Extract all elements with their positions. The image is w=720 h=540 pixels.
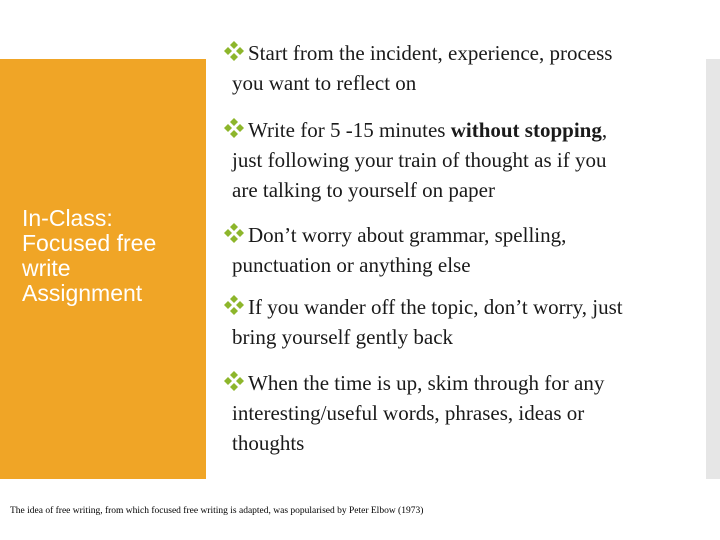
four-diamond-bullet-icon <box>224 118 244 138</box>
bullet-text: When the time is up, skim through for any <box>248 371 605 395</box>
bullet-item <box>224 115 607 205</box>
bullet-text: thoughts <box>232 431 305 455</box>
title-line: Assignment <box>22 280 143 306</box>
bullet-text: Don’t worry about grammar, spelling, <box>248 223 567 247</box>
bullet-text: , <box>601 118 608 142</box>
title-line: Focused free <box>22 230 157 256</box>
bullet-item <box>224 220 566 280</box>
footnote: The idea of free writing, from which focused free writing is adapted, was popularised by Peter Elbow (1973) <box>10 506 424 516</box>
bullet-text: are talking to yourself on paper <box>232 178 495 202</box>
bullet-text: Start from the incident, experience, process <box>248 41 613 65</box>
four-diamond-bullet-icon <box>224 295 244 315</box>
four-diamond-bullet-icon <box>224 223 244 243</box>
bullet-text: interesting/useful words, phrases, ideas or <box>232 401 585 425</box>
bullet-text: Write for 5 -15 minutes <box>248 118 451 142</box>
bullet-text: If you wander off the topic, don’t worry, just <box>248 295 623 319</box>
bullet-text: punctuation or anything else <box>232 253 471 277</box>
bullet-text: you want to reflect on <box>232 71 417 95</box>
title-line: In-Class: <box>22 205 113 231</box>
bullet-item <box>224 292 623 352</box>
title-line: write <box>22 255 71 281</box>
four-diamond-bullet-icon <box>224 41 244 61</box>
four-diamond-bullet-icon <box>224 371 244 391</box>
bullet-text: just following your train of thought as if you <box>232 148 607 172</box>
bullet-emphasis: without stopping <box>450 118 602 142</box>
bullet-item <box>224 368 604 458</box>
bullet-item <box>224 38 612 98</box>
bullet-text: bring yourself gently back <box>232 325 454 349</box>
